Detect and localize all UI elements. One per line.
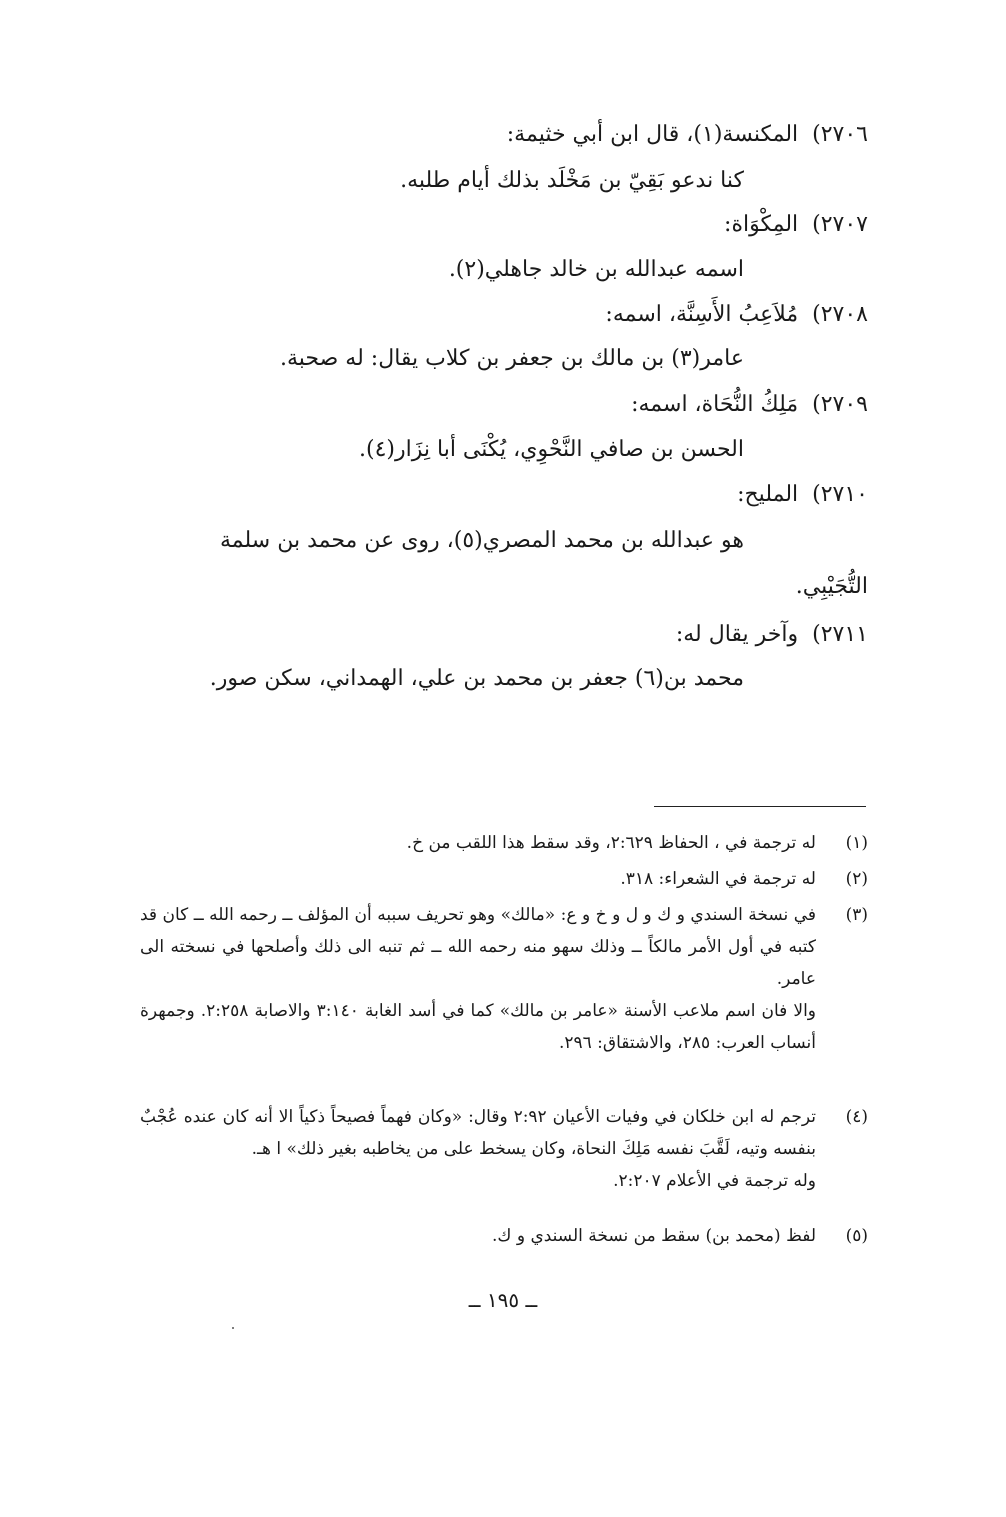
entry-heading — [148, 210, 868, 240]
entry-body: الحسن بن صافي النَّحْوِي، يُكْنَى أبا نِزَار(٤). — [359, 437, 744, 462]
entry-title: مَلِكُ النُّحَاة، اسمه: — [631, 392, 799, 417]
footnote-separator — [654, 806, 866, 807]
entry-body: كنا ندعو بَقِيّ بن مَخْلَد بذلك أيام طلبه. — [400, 168, 744, 193]
entry-body: عامر(٣) بن مالك بن جعفر بن كلاب يقال: له صحبة. — [280, 346, 744, 371]
entry-title: المكنسة(١)، قال ابن أبي خثيمة: — [506, 122, 799, 147]
footnote-paragraph: له ترجمة في الشعراء: ٣١٨. — [620, 869, 816, 889]
footnote-text — [140, 863, 816, 895]
entry-title: وآخر يقال له: — [675, 622, 799, 647]
footnote-paragraph: ترجم له ابن خلكان في وفيات الأعيان ٢:٩٢ وقال: «وكان فهماً فصيحاً ذكياً الا أنه كان عنده عُجْبٌ بنفسه وتيه، لَقَّبَ نفسه مَلِكَ النحاة، وكان يسخط على من يخاطبه بغير ذلك» ا هـ. — [140, 1107, 816, 1159]
footnote-number: (١) — [845, 833, 868, 853]
footnote-paragraph: وله ترجمة في الأعلام ٢:٢٠٧. — [613, 1171, 816, 1191]
entry-number: ٢٧١١) — [812, 622, 868, 647]
footnote-number: (٢) — [845, 869, 868, 889]
entry-body: محمد بن(٦) جعفر بن محمد بن علي، الهمداني، سكن صور. — [209, 666, 744, 691]
entry-body-line: التُّجَيْبِي. — [795, 574, 868, 599]
entry-title: المليح: — [737, 482, 799, 507]
page-number: ــ ١٩٥ ــ — [468, 1288, 538, 1312]
entry-heading — [148, 300, 868, 330]
footnote-text — [140, 1101, 816, 1197]
entry-heading — [148, 390, 868, 420]
footnote-text — [140, 827, 816, 859]
footnote-paragraph: لفظ (محمد بن) سقط من نسخة السندي و ك. — [492, 1226, 816, 1246]
entry-number: ٢٧٠٨) — [812, 302, 868, 327]
footnote-text — [140, 899, 816, 1059]
footnote-paragraph: له ترجمة في ، الحفاظ ٢:٦٢٩، وقد سقط هذا اللقب من خ. — [406, 833, 816, 853]
footnote — [140, 1101, 868, 1197]
entry-heading — [148, 620, 868, 650]
entry-body: اسمه عبدالله بن خالد جاهلي(٢). — [448, 257, 744, 282]
entry-heading — [148, 120, 868, 150]
entry-number: ٢٧٠٩) — [812, 392, 868, 417]
entry-body — [140, 518, 868, 610]
footnote — [140, 863, 868, 895]
footnote — [140, 899, 868, 1059]
entry-number: ٢٧١٠) — [812, 482, 868, 507]
scan-speck — [232, 1327, 234, 1329]
entry-number: ٢٧٠٦) — [812, 122, 868, 147]
entry-number: ٢٧٠٧) — [812, 212, 868, 237]
footnote-paragraph: في نسخة السندي و ك و ل و خ و ع: «مالك» وهو تحريف سببه أن المؤلف ــ رحمه الله ــ كان قد كتبه في أول الأمر مالكاً ــ وذلك سهو منه رحمه الله ــ ثم تنبه الى ذلك وأصلحها في نسخته الى عامر. — [140, 905, 816, 989]
entry-title: مُلاَعِبُ الأَسِنَّة، اسمه: — [605, 302, 799, 327]
footnote-number: (٥) — [845, 1226, 868, 1246]
footnote — [140, 827, 868, 859]
entry-body-line: هو عبدالله بن محمد المصري(٥)، روى عن محمد بن سلمة — [220, 528, 744, 553]
footnote-paragraph: والا فان اسم ملاعب الأسنة «عامر بن مالك» كما في أسد الغابة ٣:١٤٠ والاصابة ٢:٢٥٨. وجمهرة أنساب العرب: ٢٨٥، والاشتقاق: ٢٩٦. — [140, 1001, 817, 1053]
footnote — [140, 1220, 868, 1252]
entry-heading — [148, 480, 868, 510]
entry-title: المِكْوَاة: — [724, 212, 799, 237]
footnote-text — [140, 1220, 816, 1252]
footnote-number: (٤) — [845, 1107, 868, 1127]
footnote-number: (٣) — [845, 905, 868, 925]
